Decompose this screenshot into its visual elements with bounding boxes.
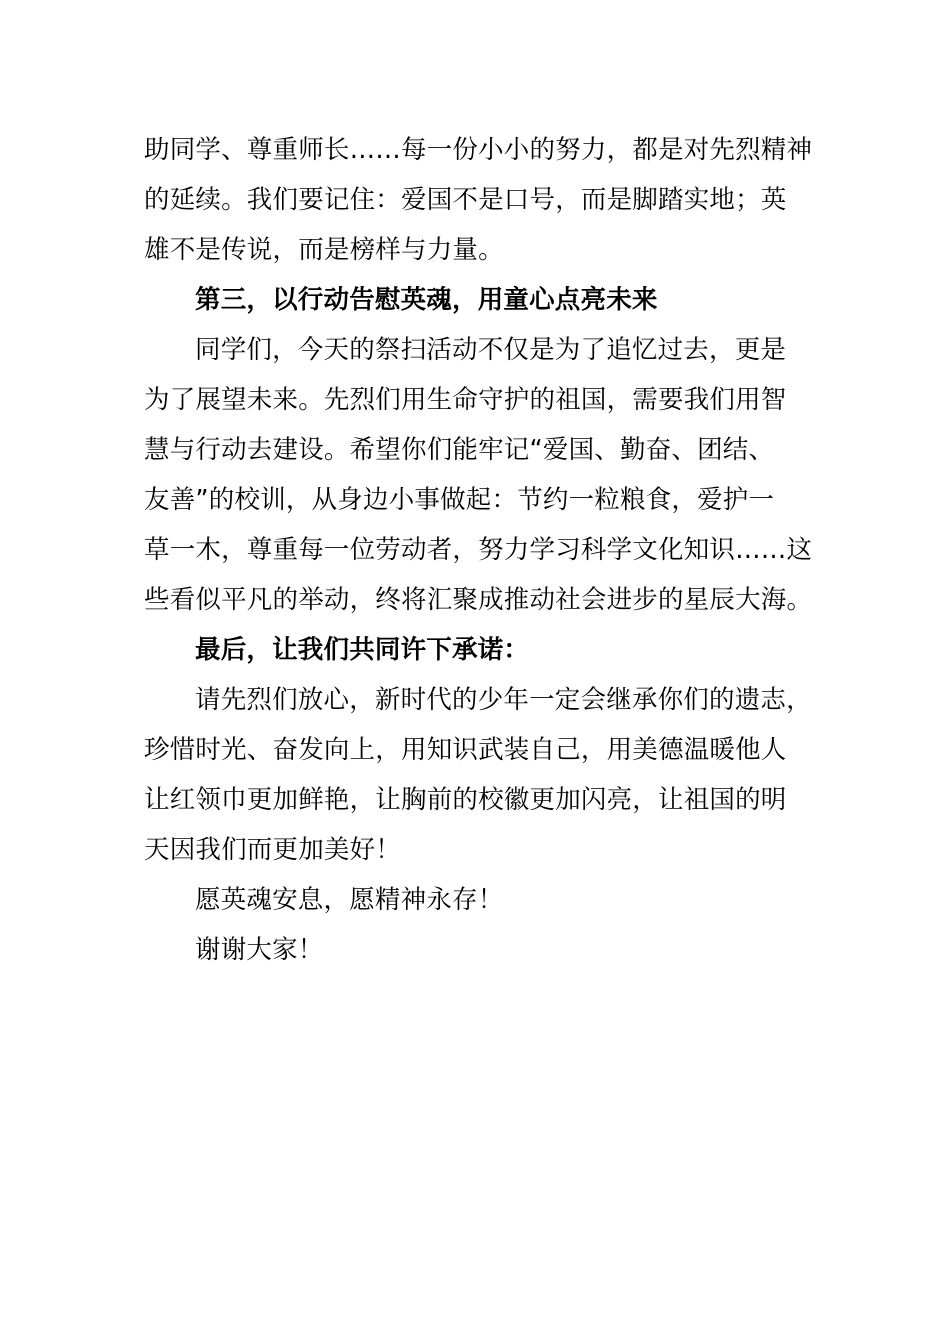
paragraph-line: 友善”的校训，从身边小事做起：节约一粒粮食，爱护一: [144, 485, 775, 515]
paragraph-line: 天因我们而更加美好！: [144, 835, 402, 865]
paragraph-line: 些看似平凡的举动，终将汇聚成推动社会进步的星辰大海。: [144, 585, 813, 615]
paragraph-line: 珍惜时光、奋发向上，用知识武装自己，用美德温暖他人: [144, 735, 787, 765]
closing-line: 谢谢大家！: [195, 935, 324, 965]
paragraph-line: 的延续。我们要记住：爱国不是口号，而是脚踏实地；英: [144, 185, 787, 215]
paragraph-line: 草一木，尊重每一位劳动者，努力学习科学文化知识……这: [144, 535, 813, 565]
paragraph-line: 为了展望未来。先烈们用生命守护的祖国，需要我们用智: [144, 385, 787, 415]
section-heading: 第三，以行动告慰英魂，用童心点亮未来: [195, 285, 658, 315]
paragraph-line: 请先烈们放心，新时代的少年一定会继承你们的遗志，: [195, 685, 812, 715]
paragraph-line: 助同学、尊重师长……每一份小小的努力，都是对先烈精神: [144, 135, 813, 165]
paragraph-line: 慧与行动去建设。希望你们能牢记“爱国、勤奋、团结、: [144, 435, 775, 465]
paragraph-line: 同学们，今天的祭扫活动不仅是为了追忆过去，更是: [195, 335, 787, 365]
section-heading: 最后，让我们共同许下承诺：: [195, 635, 530, 665]
closing-line: 愿英魂安息，愿精神永存！: [195, 885, 504, 915]
paragraph-line: 让红领巾更加鲜艳，让胸前的校徽更加闪亮，让祖国的明: [144, 785, 787, 815]
paragraph-line: 雄不是传说，而是榜样与力量。: [144, 235, 504, 265]
